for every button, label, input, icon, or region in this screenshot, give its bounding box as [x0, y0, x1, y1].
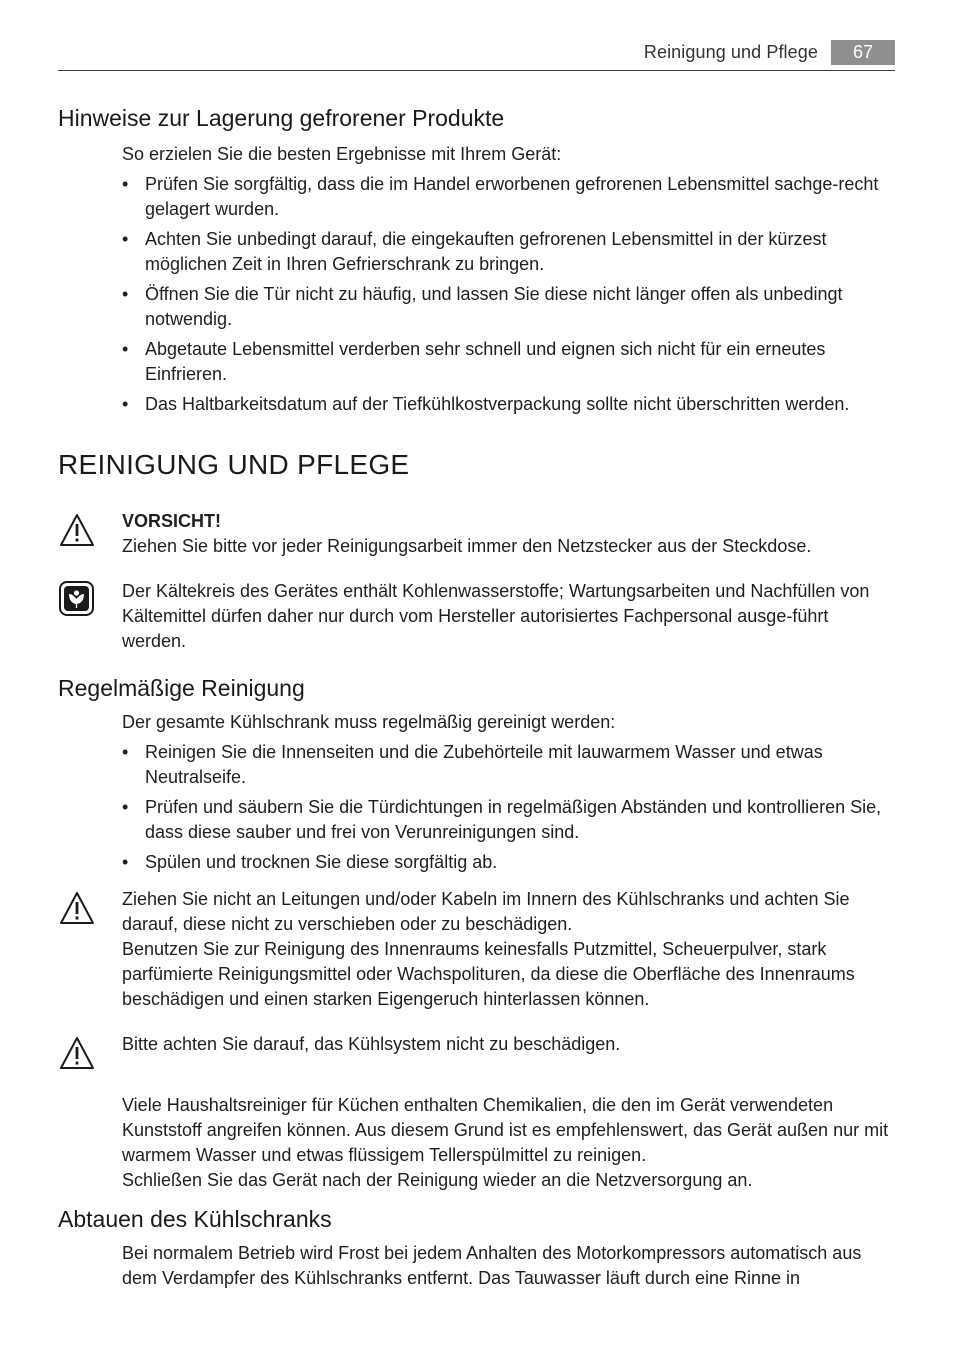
list-item: • Das Haltbarkeitsdatum auf der Tiefkühlkostverpackung sollte nicht überschritten werden.	[122, 394, 850, 414]
running-header	[58, 40, 895, 70]
list-item: • Reinigen Sie die Innenseiten und die Zubehörteile mit lauwarmem Wasser und etwas Neutralseife.	[122, 742, 823, 787]
detergent-advice: Viele Haushaltsreiniger für Küchen enthalten Chemikalien, die den im Gerät verwendeten Kunststoff angreifen können. Aus diesem Grund ist es empfehlenswert, das Gerät außen nur mit warmem Wasser und etwas flüssigem Tellerspülmittel zu reinigen.	[122, 1095, 889, 1165]
environment-note-text: Der Kältekreis des Gerätes enthält Kohlenwasserstoffe; Wartungsarbeiten und Nachfüllen von Kältemittel dürfen daher nur durch vom Hersteller autorisiertes Fachpersonal ausge-führt werden.	[122, 581, 870, 651]
chapter-title: REINIGUNG UND PFLEGE	[58, 449, 410, 480]
cleaning-warning-agents: Benutzen Sie zur Reinigung des Innenraums keinesfalls Putzmittel, Scheuerpulver, stark parfümierte Reinigungsmittel oder Wachspolituren, da diese die Oberfläche des Innenraums beschädigen und einen starken Eigengeruch hinterlassen können.	[122, 939, 855, 1009]
cooling-system-warning: Bitte achten Sie darauf, das Kühlsystem nicht zu beschädigen.	[122, 1034, 621, 1054]
warning-triangle-icon	[58, 1035, 96, 1071]
cleaning-warning-cables: Ziehen Sie nicht an Leitungen und/oder Kabeln im Innern des Kühlschranks und achten Sie darauf, diese nicht zu verschieben oder zu beschädigen.	[122, 889, 850, 934]
page-number: 67	[831, 40, 895, 65]
list-item: • Öffnen Sie die Tür nicht zu häufig, und lassen Sie diese nicht länger offen als unbedingt notwendig.	[122, 284, 843, 329]
storage-intro: So erzielen Sie die besten Ergebnisse mit Ihrem Gerät:	[122, 144, 562, 164]
list-item: • Prüfen Sie sorgfältig, dass die im Handel erworbenen gefrorenen Lebensmittel sachge-recht gelagert wurden.	[122, 174, 879, 219]
warning-triangle-icon	[58, 890, 96, 926]
reconnect-advice: Schließen Sie das Gerät nach der Reinigung wieder an die Netzversorgung an.	[122, 1170, 753, 1190]
detergent-advice-block	[122, 1093, 897, 1193]
defrost-text: Bei normalem Betrieb wird Frost bei jedem Anhalten des Motorkompressors automatisch aus dem Verdampfer des Kühlschranks entfernt. Das Tauwasser läuft durch eine Rinne in	[122, 1243, 862, 1288]
caution-label: VORSICHT!	[122, 511, 221, 531]
regular-cleaning-heading: Regelmäßige Reinigung	[58, 675, 305, 701]
list-item: • Abgetaute Lebensmittel verderben sehr schnell und eignen sich nicht für ein erneutes Einfrieren.	[122, 339, 826, 384]
regular-cleaning-intro: Der gesamte Kühlschrank muss regelmäßig gereinigt werden:	[122, 712, 616, 732]
environment-flower-icon	[58, 581, 96, 617]
warning-triangle-icon	[58, 512, 96, 548]
storage-bullet-list	[122, 172, 897, 422]
list-item: • Prüfen und säubern Sie die Türdichtungen in regelmäßigen Abständen und kontrollieren Sie, dass diese sauber und frei von Verunreinigungen sind.	[122, 797, 882, 842]
caution-text: Ziehen Sie bitte vor jeder Reinigungsarbeit immer den Netzstecker aus der Steckdose.	[122, 536, 812, 556]
cleaning-warning-block	[122, 887, 897, 1012]
storage-heading: Hinweise zur Lagerung gefrorener Produkte	[58, 105, 505, 131]
list-item: • Spülen und trocknen Sie diese sorgfältig ab.	[122, 852, 498, 872]
header-divider	[58, 70, 895, 71]
regular-cleaning-bullet-list	[122, 740, 897, 880]
defrost-heading: Abtauen des Kühlschranks	[58, 1206, 332, 1232]
running-header-title: Reinigung und Pflege	[643, 42, 818, 62]
list-item: • Achten Sie unbedingt darauf, die eingekauften gefrorenen Lebensmittel in der kürzest möglichen Zeit in Ihren Gefrierschrank zu bringen.	[122, 229, 827, 274]
